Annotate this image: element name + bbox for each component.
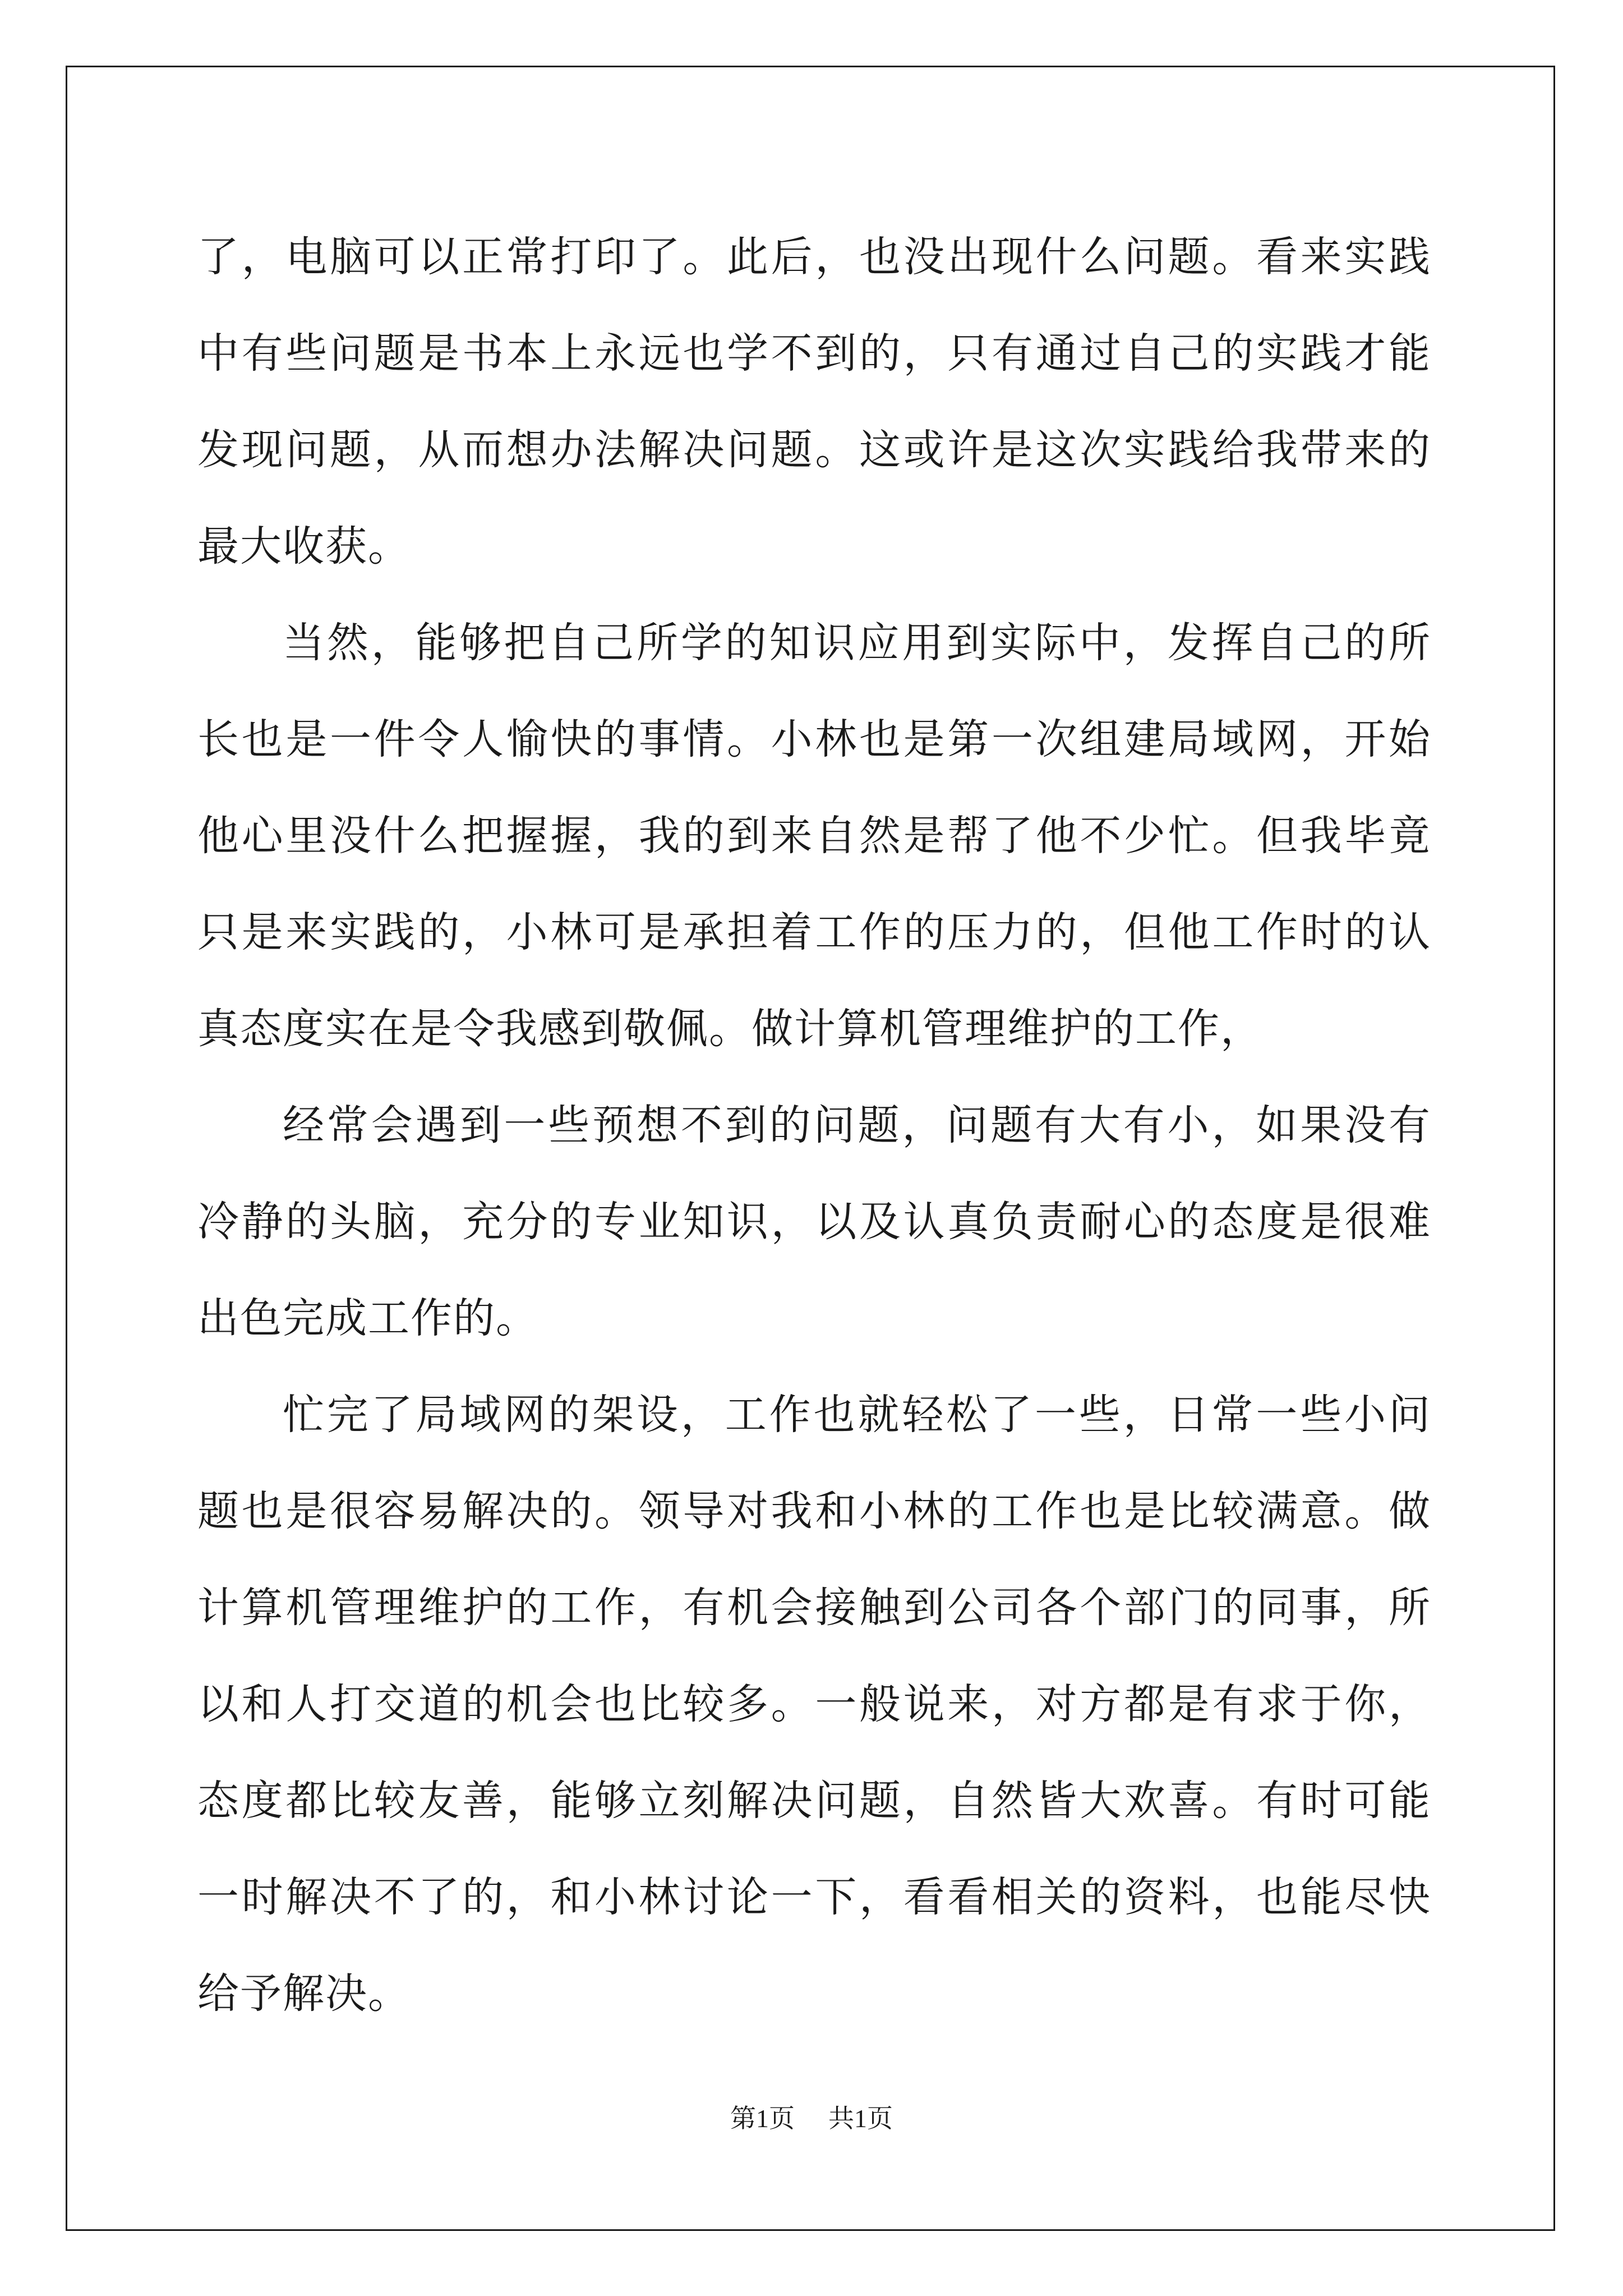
paragraph-4: 忙完了局域网的架设，工作也就轻松了一些，日常一些小问题也是很容易解决的。领导对我和小林的工作也是比较满意。做计算机管理维护的工作，有机会接触到公司各个部门的同事，所以和人打交道的机会也比较多。一般说来，对方都是有求于你，态度都比较友善，能够立刻解决问题，自然皆大欢喜。有时可能一时解决不了的，和小林讨论一下，看看相关的资料，也能尽快给予解决。 (197, 1391, 1431, 2018)
paragraph-1: 了，电脑可以正常打印了。此后，也没出现什么问题。看来实践中有些问题是书本上永远也学不到的，只有通过自己的实践才能发现问题，从而想办法解决问题。这或许是这次实践给我带来的最大收获。 (197, 233, 1431, 570)
current-page-label: 第1页 (730, 2104, 795, 2133)
total-pages-label: 共1页 (828, 2104, 893, 2133)
document-body (197, 209, 1431, 2042)
page-footer (0, 2098, 1623, 2135)
paragraph-3: 经常会遇到一些预想不到的问题，问题有大有小，如果没有冷静的头脑，充分的专业知识，以及认真负责耐心的态度是很难出色完成工作的。 (197, 1101, 1431, 1342)
paragraph-2: 当然，能够把自己所学的知识应用到实际中，发挥自己的所长也是一件令人愉快的事情。小林也是第一次组建局域网，开始他心里没什么把握握，我的到来自然是帮了他不少忙。但我毕竟只是来实践的，小林可是承担着工作的压力的，但他工作时的认真态度实在是令我感到敬佩。做计算机管理维护的工作， (197, 619, 1431, 1053)
